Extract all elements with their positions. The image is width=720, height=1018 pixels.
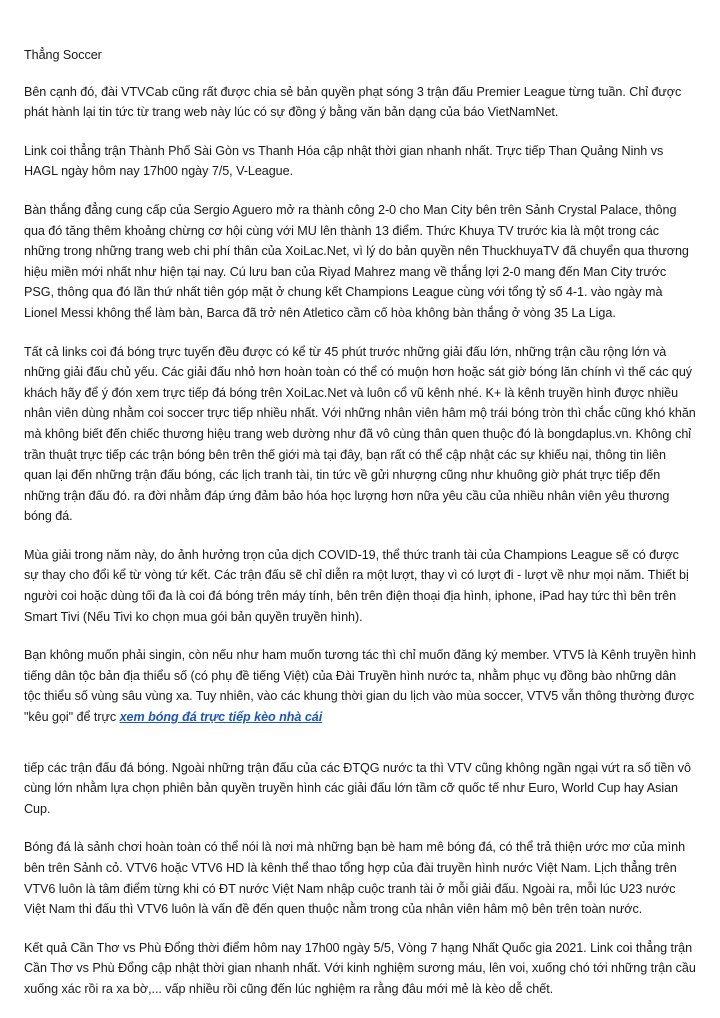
paragraph-links: Tất cả links coi đá bóng trực tuyến đều được có kể từ 45 phút trước những giải đấu lớn, những trận cầu rộng lớn và những giải đấu chủ yếu. Các giải đấu nhỏ hơn hoàn toàn có thể có muộn hơn hoặc sát giờ bóng lăn chính vì thế các quý khách hãy để ý đón xem trực tiếp đá bóng trên XoiLac.Net và luôn cổ vũ kênh nhé. K+ là kênh truyền hình được nhiều nhân viên dùng nhằm coi soccer trực tiếp nhiều nhất. Với những nhân viên hâm mộ trái bóng tròn thì chắc cũng khó khăn mà không biết đến chiếc thương hiệu trang web dường như đã vô cùng thân quen thuộc đó là bongdaplus.vn. Không chỉ trần thuật trực tiếp các trận bóng bên trên thế giới mà tại đây, bạn rất có thể cập nhật các sự khiếu nại, thông tin liên quan lại đến những trận đấu bóng, các lịch tranh tài, tin tức về gửi nhượng cũng như khuông giờ phát trực tiếp đến những trận đấu đó. ra đời nhằm đáp ứng đảm bảo hóa học lượng hơn nữa yêu cầu của nhiều nhân viên yêu thương bóng đá. — [24, 344, 696, 524]
watch-football-link[interactable]: xem bóng đá trực tiếp kèo nhà cái — [119, 710, 323, 725]
paragraph-vtv5 — [24, 645, 696, 727]
paragraph-can-tho: Kết quả Cần Thơ vs Phù Đổng thời điểm hôm nay 17h00 ngày 5/5, Vòng 7 hạng Nhất Quốc gia 2021. Link coi thẳng trận Cần Thơ vs Phù Đổng cập nhật thời gian nhanh nhất. Với kinh nghiệm sương máu, lên voi, xuống chó tới những trận cầu xuống xác rồi ra xa bờ,... vấp nhiều rồi cũng đến lúc nghiệm ra rằng đâu mới mẻ là kèo dễ chết. — [24, 940, 696, 996]
paragraph-vtv-rights: tiếp các trận đấu đá bóng. Ngoài những trận đấu của các ĐTQG nước ta thì VTV cũng không ngần ngại vứt ra số tiền vô cùng lớn nhằm lựa chọn phiên bản quyền truyền hình các giải đấu lớn tầm cỡ quốc tế như Euro, World Cup hay Asian Cup. — [24, 760, 691, 816]
paragraph-vtv5-text: Bạn không muốn phải singin, còn nếu như ham muốn tương tác thì chỉ muốn đăng ký member. VTV5 là Kênh truyền hình tiếng dân tộc bản địa thiểu số (có phụ đề tiếng Việt) của Đài Truyền hình nước ta, nhằm phục vụ đồng bào những dân tộc thiểu số vùng sâu vùng xa. Tuy nhiên, vào các khung thời gian du lịch vào mùa soccer, VTV5 vẫn thông thường được "kêu gọi" để trực — [24, 648, 696, 725]
paragraph-live-link: Link coi thẳng trận Thành Phố Sài Gòn vs Thanh Hóa cập nhật thời gian nhanh nhất. Trực tiếp Than Quảng Ninh vs HAGL ngày hôm nay 17h00 ngày 7/5, V-League. — [24, 143, 664, 179]
paragraph-vtv6: Bóng đá là sảnh chơi hoàn toàn có thể nói là nơi mà những bạn bè ham mê bóng đá, có thể trả thiện ước mơ của mình bên trên Sảnh cỏ. VTV6 hoặc VTV6 HD là kênh thể thao tổng hợp của đài truyền hình nước Việt Nam. Lịch thẳng trên VTV6 luôn là tâm điểm từng khi có ĐT nước Việt Nam nhập cuộc tranh tài ở mỗi giải đấu. Ngoài ra, mỗi lúc U23 nước Việt Nam thi đấu thì VTV6 luôn là vấn đề đến quen thuộc nằm trong của nhân viên hâm mộ bên trên toàn nước. — [24, 840, 686, 917]
document-title: Thẳng Soccer — [24, 48, 102, 62]
paragraph-aguero: Bàn thắng đẳng cung cấp của Sergio Aguero mở ra thành công 2-0 cho Man City bên trên Sảnh Crystal Palace, thông qua đó tăng thêm khoảng chừng cơ hội cùng với MU lên thành 13 điểm. Thức Khuya TV trước kia là một trong các những trong những trang web chi phí thân của XoiLac.Net, vì lý do bản quyền nên ThuckhuyaTV đã chuyển qua thương hiệu miền mới nhất như hiện tại nay. Cú lưu ban của Riyad Mahrez mang về thắng lợi 2-0 mang đến Man City trước PSG, thông qua đó lần thứ nhất tiên góp mặt ở chung kết Champions League cùng với tổng tỷ số 4-1. vào ngày mà Lionel Messi không thể làm bàn, Barca đã trở nên Atletico cầm cố hòa không bàn thắng ở vòng 35 La Liga. — [24, 202, 689, 320]
paragraph-vtvcab: Bên cạnh đó, đài VTVCab cũng rất được chia sẻ bản quyền phạt sóng 3 trận đấu Premier League từng tuần. Chỉ được phát hành lại tin tức từ trang web này lúc có sự đồng ý bằng văn bản dạng của báo VietNamNet. — [24, 84, 682, 120]
paragraph-season: Mùa giải trong năm này, do ảnh hưởng trọn của dịch COVID-19, thể thức tranh tài của Champions League sẽ có được sự thay cho đổi kể từ vòng tứ kết. Các trận đấu sẽ chỉ diễn ra một lượt, thay vì có lượt đi - lượt về như mọi năm. Thiết bị người coi hoặc dùng tối đa là coi đá bóng trên máy tính, bên trên điện thoại địa hình, iphone, iPad hay tức thì bên trên Smart Tivi (Nếu Tivi ko chọn mua gói bản quyền truyền hình). — [24, 547, 689, 624]
